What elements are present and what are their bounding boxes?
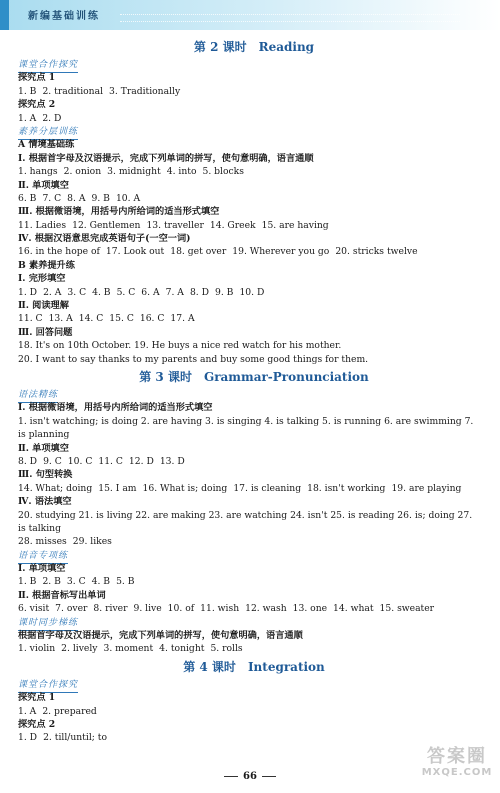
answer-item: 1. B	[18, 85, 37, 97]
answer-item: 4. B	[92, 286, 111, 298]
section-label-row	[18, 549, 490, 562]
answer-item: 3. C	[66, 576, 86, 588]
section-label-row	[18, 616, 490, 629]
lesson-topic: Reading	[258, 40, 315, 54]
section-label-row	[18, 678, 490, 691]
answer-item: 19. Wherever you go	[232, 246, 330, 258]
answer-item: 1. B	[18, 576, 37, 588]
answer-row	[18, 219, 490, 232]
section-label: 课堂合作探究	[18, 59, 78, 73]
answer-item: 15. I am	[98, 482, 137, 494]
section-label: 语音专项练	[18, 550, 68, 564]
answer-item: 14. Greek	[209, 219, 256, 231]
answer-item: 28. misses	[18, 536, 67, 548]
answer-item: 5. blocks	[202, 166, 244, 178]
answer-row	[18, 286, 490, 299]
answer-item: 15. sweater	[379, 603, 435, 615]
answer-item: 6. B	[18, 192, 37, 204]
answer-item: 13. one	[292, 603, 328, 615]
section-label: 课堂合作探究	[18, 679, 78, 693]
answer-item: 7. A	[165, 286, 184, 298]
answer-item: 2. A	[43, 286, 62, 298]
exercise-heading: Ⅱ. 阅读理解	[18, 300, 69, 312]
page-number: 66	[243, 771, 257, 782]
lesson-number: 第 2 课时	[193, 40, 247, 54]
answer-item: 7. over	[55, 603, 88, 615]
answer-item: 1. A	[18, 705, 37, 717]
answer-line: is talking	[18, 522, 61, 534]
answer-line: 18. It's on 10th October. 19. He buys a nice red watch for his mother.	[18, 340, 342, 352]
answer-row	[18, 312, 490, 325]
answer-item: 16. What is; doing	[142, 482, 228, 494]
answer-item: 7. C	[42, 192, 62, 204]
answer-key-content	[18, 36, 490, 745]
answer-item: 29. likes	[72, 536, 112, 548]
answer-row	[18, 535, 490, 548]
answer-row	[18, 705, 490, 718]
answer-item: 12. D	[128, 455, 154, 467]
answer-row	[18, 575, 490, 588]
exercise-heading: Ⅲ. 根据微语境，用括号内所给词的适当形式填空	[18, 206, 220, 218]
exercise-heading: Ⅰ. 完形填空	[18, 273, 66, 285]
answer-item: 12. Gentlemen	[72, 219, 141, 231]
answer-row	[18, 642, 490, 655]
answer-line: 20. studying 21. is living 22. are making 23. are watching 24. isn't 25. is reading 26. is; doing 27.	[18, 509, 473, 521]
answer-row	[18, 112, 490, 125]
exercise-heading: Ⅱ. 根据音标写出单词	[18, 589, 106, 601]
answer-item: 19. are playing	[391, 482, 462, 494]
lesson-number: 第 4 课时	[183, 659, 236, 674]
answer-item: 2. till/until; to	[43, 732, 107, 744]
answer-item: 10. D	[239, 286, 265, 298]
exercise-heading: Ⅲ. 回答问题	[18, 326, 73, 338]
answer-item: 3. C	[67, 286, 87, 298]
answer-item: 4. B	[91, 576, 111, 588]
exercise-heading: Ⅰ. 根据首字母及汉语提示，完成下列单词的拼写，使句意明确，语言通顺	[18, 152, 314, 164]
book-title: 新编基础训练	[28, 11, 100, 22]
answer-line: is planning	[18, 429, 70, 441]
exercise-heading: 探究点 2	[18, 99, 56, 111]
answer-item: 2. traditional	[42, 85, 104, 97]
answer-item: 15. C	[109, 313, 134, 325]
answer-item: 6. A	[141, 286, 160, 298]
section-label-row	[18, 58, 490, 71]
answer-row	[18, 245, 490, 258]
lesson-heading	[18, 36, 490, 58]
answer-item: 3. moment	[103, 643, 154, 655]
answer-item: 8. D	[18, 455, 38, 467]
section-label: 课时同步梯练	[18, 617, 78, 631]
answer-item: 8. D	[189, 286, 209, 298]
exercise-heading: Ⅰ. 根据微语境，用括号内所给词的适当形式填空	[18, 402, 213, 414]
exercise-heading: B 素养提升练	[18, 259, 75, 271]
answer-line: 1. isn't watching; is doing 2. are having 3. is singing 4. is talking 5. is running 6. are swimming 7.	[18, 415, 474, 427]
answer-row	[18, 192, 490, 205]
answer-item: 10. of	[167, 603, 195, 615]
exercise-heading: A 情境基础练	[18, 139, 75, 151]
exercise-heading: Ⅱ. 单项填空	[18, 442, 69, 454]
answer-item: 9. B	[215, 286, 234, 298]
answer-item: 13. A	[48, 313, 73, 325]
answer-item: 5. rolls	[210, 643, 243, 655]
answer-item: 8. river	[93, 603, 128, 615]
exercise-heading: Ⅳ. 根据汉语意思完成英语句子(一空一词)	[18, 233, 191, 245]
answer-item: 13. traveller	[146, 219, 204, 231]
lesson-heading	[18, 656, 490, 678]
answer-item: 15. are having	[261, 219, 329, 231]
answer-item: 17. Look out	[105, 246, 165, 258]
exercise-heading: 根据首字母及汉语提示，完成下列单词的拼写，使句意明确，语言通顺	[18, 630, 303, 642]
footer-dash-right	[262, 776, 276, 777]
answer-item: 12. wash	[245, 603, 287, 615]
watermark-text: 答案圈	[427, 746, 487, 767]
answer-item: 3. Traditionally	[109, 85, 181, 97]
answer-item: 2. D	[42, 112, 62, 124]
watermark-url: MXQE.COM	[421, 767, 493, 778]
banner-accent	[0, 0, 9, 30]
answer-item: 11. wish	[200, 603, 240, 615]
lesson-topic: Grammar-Pronunciation	[203, 369, 369, 384]
answer-item: 9. live	[133, 603, 162, 615]
exercise-heading: 探究点 1	[18, 72, 56, 84]
watermark-logo	[420, 747, 494, 787]
answer-item: 14. what	[333, 603, 374, 615]
section-label-row	[18, 388, 490, 401]
exercise-heading: Ⅳ. 语法填空	[18, 496, 72, 508]
exercise-heading: 探究点 2	[18, 718, 56, 730]
answer-item: 1. D	[18, 732, 38, 744]
answer-item: 1. hangs	[18, 166, 58, 178]
lesson-number: 第 3 课时	[139, 369, 192, 384]
answer-item: 1. D	[18, 286, 38, 298]
answer-item: 4. into	[166, 166, 197, 178]
exercise-heading: Ⅰ. 单项填空	[18, 563, 66, 575]
banner-decoration	[120, 14, 460, 22]
answer-item: 16. C	[139, 313, 165, 325]
answer-item: 9. C	[43, 455, 62, 467]
answer-item: 1. A	[18, 112, 37, 124]
answer-item: 18. isn't working	[307, 482, 386, 494]
answer-item: 10. A	[115, 192, 141, 204]
answer-item: 17. is cleaning	[233, 482, 302, 494]
answer-item: 3. midnight	[107, 166, 161, 178]
exercise-heading: Ⅲ. 句型转换	[18, 469, 73, 481]
answer-row	[18, 731, 490, 744]
section-label-row	[18, 125, 490, 138]
exercise-heading: Ⅱ. 单项填空	[18, 179, 69, 191]
answer-item: 4. tonight	[159, 643, 205, 655]
section-label: 语法精练	[18, 389, 58, 403]
answer-item: 14. What; doing	[18, 482, 93, 494]
answer-item: 2. prepared	[42, 705, 97, 717]
answer-item: 8. A	[67, 192, 86, 204]
answer-item: 6. visit	[18, 603, 50, 615]
answer-row	[18, 455, 490, 468]
answer-line: 20. I want to say thanks to my parents and buy some good things for them.	[18, 353, 369, 365]
footer-dash-left	[224, 776, 238, 777]
answer-item: 13. D	[159, 455, 185, 467]
answer-item: 10. C	[67, 455, 93, 467]
answer-item: 2. B	[42, 576, 61, 588]
answer-row	[18, 85, 490, 98]
answer-item: 2. lively	[61, 643, 98, 655]
answer-item: 2. onion	[63, 166, 102, 178]
answer-item: 14. C	[78, 313, 104, 325]
answer-item: 11. Ladies	[18, 219, 67, 231]
answer-item: 1. violin	[18, 643, 56, 655]
lesson-heading	[18, 366, 490, 388]
header-banner	[0, 0, 500, 30]
lesson-topic: Integration	[247, 659, 325, 674]
answer-item: 16. in the hope of	[18, 246, 100, 258]
answer-item: 20. stricks twelve	[335, 246, 418, 258]
answer-row	[18, 165, 490, 178]
exercise-heading: 探究点 1	[18, 692, 56, 704]
answer-item: 11. C	[98, 455, 123, 467]
answer-item: 5. B	[116, 576, 135, 588]
answer-item: 17. A	[170, 313, 195, 325]
answer-item: 5. C	[116, 286, 136, 298]
answer-item: 9. B	[91, 192, 110, 204]
answer-item: 11. C	[18, 313, 43, 325]
answer-row	[18, 602, 490, 615]
answer-row	[18, 482, 490, 495]
section-label: 素养分层训练	[18, 126, 78, 140]
answer-item: 18. get over	[170, 246, 227, 258]
